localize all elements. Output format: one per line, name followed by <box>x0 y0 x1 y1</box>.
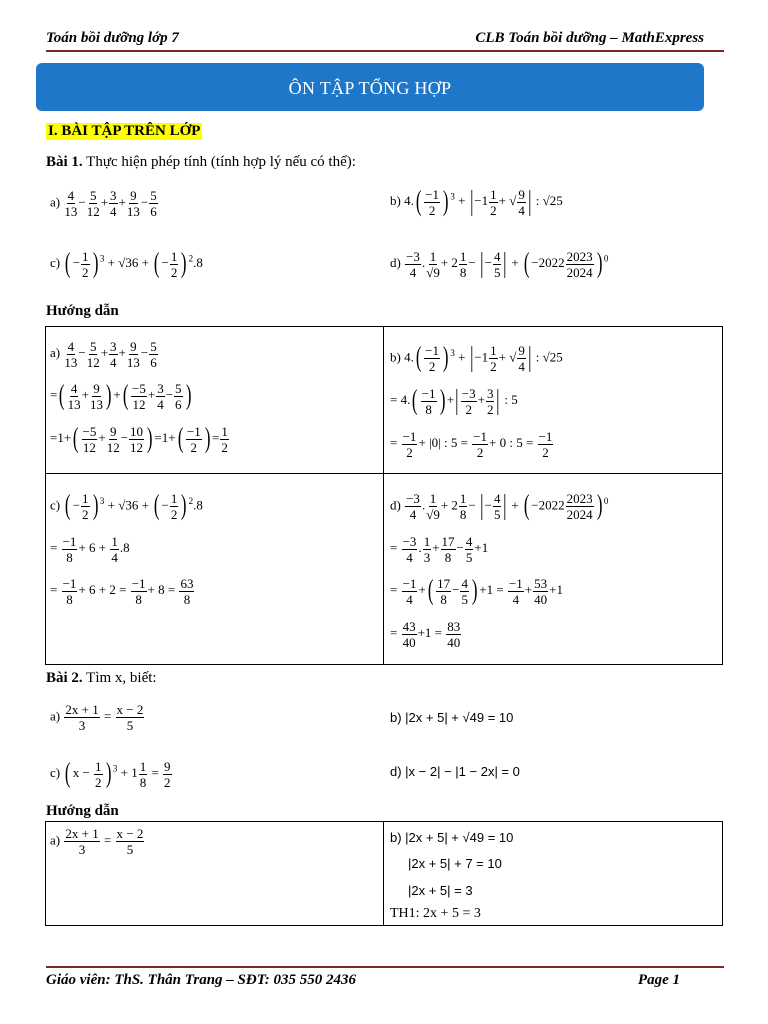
solution-1b: b) 4.( $\frac{-1}{2}$ ) $^3$ + |−1 $\frac{1}{2}$ + √ $\frac{9}{4}$ | : √25 = 4.( $\frac{-1}{8}$ ) +| $\frac{-3}{2}$ + $\frac{3}{2}$ | : 5 = $\frac{-1}{2}$ + |0| : 5 = $\frac{-1}{2}$ + 0 : 5 = $\frac{-1}{2}$ <box>390 342 563 460</box>
bai1-title: Bài 1. <box>46 154 83 170</box>
problem-1d: d) $\frac{-3}{4}$ . $\frac{1}{√9}$ + 2 $\frac{1}{8}$ − |− $\frac{4}{5}$ | + ( −2022 $\frac{2023}{2024}$ ) $^0$ <box>390 248 609 280</box>
guide-heading-1: Hướng dẫn <box>46 303 119 319</box>
bai2-text: Tìm x, biết: <box>82 670 157 686</box>
problem-2d: d) |x − 2| − |1 − 2x| = 0 <box>390 764 520 779</box>
title-banner: ÔN TẬP TỔNG HỢP <box>36 63 704 111</box>
table2-divider <box>383 821 384 925</box>
footer-left: Giáo viên: ThS. Thân Trang – SĐT: 035 550 2436 <box>46 972 357 988</box>
bai2-title: Bài 2. <box>46 670 83 686</box>
problem-1a: a) $\frac{4}{13}$ − $\frac{5}{12}$ + $\frac{3}{4}$ + $\frac{9}{13}$ − $\frac{5}{6}$ <box>50 188 157 219</box>
problem-1b: b) 4.( $\frac{-1}{2}$ ) $^3$ + |−1 $\frac{1}{2}$ + √ $\frac{9}{4}$ | : √25 <box>390 186 563 218</box>
header-right: CLB Toán bồi dưỡng – MathExpress <box>475 30 704 46</box>
solution-1c: c) ( − $\frac{1}{2}$ ) $^3$ + √36 + ( − $\frac{1}{2}$ ) $^2$.8 = $\frac{-1}{8}$ + 6 + $\frac{1}{4}$ .8 = $\frac{-1}{8}$ + 6 + 2 = $\frac{-1}{8}$ + 8 = $\frac{63}{8}$ <box>50 490 203 607</box>
solution-2b-line4: TH1: 2x + 5 = 3 <box>390 906 481 921</box>
bai2-heading <box>46 670 157 687</box>
solution-1a: a) $\frac{4}{13}$ − $\frac{5}{12}$ + $\frac{3}{4}$ + $\frac{9}{13}$ − $\frac{5}{6}$ =( $\frac{4}{13}$ + $\frac{9}{13}$ ) +( $\frac{-5}{12}$ + $\frac{3}{4}$ − $\frac{5}{6}$ ) =1+( $\frac{-5}{12}$ + $\frac{9}{12}$ − $\frac{10}{12}$ ) =1+( $\frac{-1}{2}$ ) = $\frac{1}{2}$ <box>50 338 228 455</box>
solution-2b-line3: |2x + 5| = 3 <box>408 883 473 898</box>
solution-1d: d) $\frac{-3}{4}$ . $\frac{1}{√9}$ + 2 $\frac{1}{8}$ − |− $\frac{4}{5}$ | + ( −2022 $\frac{2023}{2024}$ ) $^0$ = $\frac{-3}{4}$ . $\frac{1}{3}$ + $\frac{17}{8}$ − $\frac{4}{5}$ +1 = $\frac{-1}{4}$ +( $\frac{17}{8}$ − $\frac{4}{5}$ ) +1 = $\frac{-1}{4}$ + $\frac{53}{40}$ +1 = $\frac{43}{40}$ +1 = $\frac{83}{40}$ <box>390 490 609 650</box>
problem-1c: c) ( − $\frac{1}{2}$ ) $^3$ + √36 + ( − $\frac{1}{2}$ ) $^2$.8 <box>50 248 203 280</box>
page-footer <box>46 972 686 989</box>
solution-table-2 <box>45 821 723 926</box>
table1-divider <box>383 326 384 664</box>
solution-2b-line1: b) |2x + 5| + √49 = 10 <box>390 830 514 845</box>
section-heading: I. BÀI TẬP TRÊN LỚP <box>48 123 201 139</box>
problem-2a: a) $\frac{2x + 1}{3}$ = $\frac{x - 2}{5}$ <box>50 702 144 733</box>
bai1-text: Thực hiện phép tính (tính hợp lý nếu có thể): <box>82 154 356 170</box>
problem-2b: b) |2x + 5| + √49 = 10 <box>390 710 514 725</box>
guide-heading-2: Hướng dẫn <box>46 803 119 819</box>
solution-2a: a) $\frac{2x + 1}{3}$ = $\frac{x - 2}{5}$ <box>50 826 144 857</box>
footer-rule <box>46 966 724 968</box>
header-left: Toán bồi dưỡng lớp 7 <box>46 30 179 46</box>
page-header <box>46 28 704 48</box>
table1-row-divider <box>45 473 722 474</box>
solution-2b-line2: |2x + 5| + 7 = 10 <box>408 856 502 871</box>
problem-2c: c) ( x − $\frac{1}{2}$ ) $^3$ + 1 $\frac{1}{8}$ = $\frac{9}{2}$ <box>50 758 171 790</box>
footer-page-number: Page 1 <box>637 972 680 988</box>
header-rule <box>46 50 724 52</box>
bai1-heading <box>46 154 356 171</box>
